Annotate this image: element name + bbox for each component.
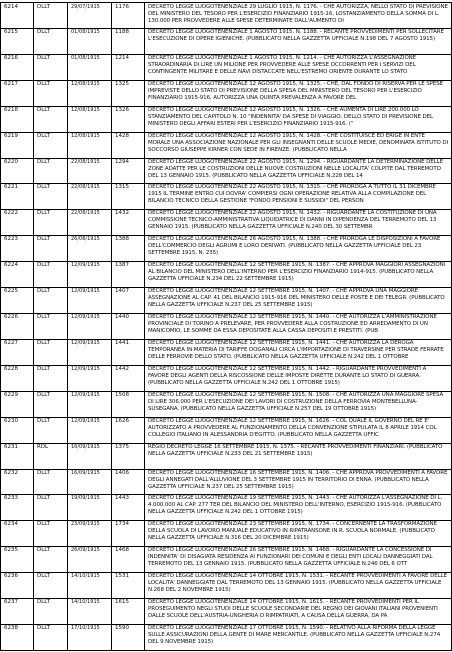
row-number-text: 6230 [4, 417, 18, 424]
act-date-cell [68, 209, 112, 235]
act-code-text: 1388 [115, 236, 129, 243]
act-code-text: 1326 [115, 106, 129, 113]
row-number-text: 6227 [4, 339, 18, 346]
act-code-cell [112, 339, 145, 365]
row-number-cell [0, 183, 34, 209]
act-code-cell [112, 158, 145, 184]
act-code-text: 1294 [115, 158, 129, 165]
act-code-cell [112, 287, 145, 313]
row-number-text: 6214 [4, 4, 18, 10]
act-type-text: DLLT [37, 4, 50, 10]
act-description-text: DECRETO LEGGE LUOGOTENENZIALE 12 SETTEMBRE 1915, N. 1441. - CHE AUTORIZZA LA DEROGA TEMPORANEA IN MATERIA DI TARIFFE DOGANALI CIRCA L'IMPORTAZIONE DI TRAVERSINE PER STRADE FERRATE DELLE FERROVIE DELLO STATO. (PUBBLICATO NELLA GAZZETTA UFFICIALE N.242 DEL 1 OTTOBRE [148, 339, 444, 360]
act-description-text: DECRETO LEGGE LUOGOTENENZIALE 14 OTTOBRE 1915, N. 1615. - RECANTE PROVVEDIMENTI PER IL PROSEGUIMENTO NEGLI STUDI DELLE SCUOLE SECONDARIE DEL REGNO DEI GIOVANI ITALIANI PROVENIENTI DALLE SCUOLE DELL'AUSTRIA-UNGHERIA O RIMPATRIATI, A CAUSA DELLA GUERRA, DA PA [148, 599, 438, 620]
act-code-text: 1442 [115, 365, 129, 372]
row-number-cell [0, 158, 34, 184]
act-type-text: DLLT [37, 28, 50, 35]
act-date-text: 26/08/1915 [71, 236, 100, 243]
row-number-text: 6229 [4, 391, 18, 398]
act-date-text: 01/08/1915 [71, 54, 100, 61]
row-number-text: 6219 [4, 132, 18, 139]
row-number-cell [0, 287, 34, 313]
act-type-text: DLLT [37, 288, 50, 295]
act-code-text: 1531 [115, 573, 129, 580]
act-code-cell [112, 624, 145, 650]
row-number-cell [0, 546, 34, 572]
act-type-text: DLLT [37, 495, 50, 502]
row-number-text: 6234 [4, 521, 18, 528]
table-row [0, 443, 452, 470]
act-code-text: 1387 [115, 262, 129, 269]
table-row [0, 520, 452, 547]
act-description-text: DECRETO LEGGE LUOGOTENENZIALE 12 SETTEMBRE 1915, N. 1626. - COL QUALE IL GOVERNO DEL RE E' AUTORIZZATO A PROVVEDERE AL FUNZIONAMENTO DELLA CONVENZIONE STIPULATA IL 8 APRILE 1914 COL COLLEGIO ITALIANO IN ALESSANDRIA D'EGITTO. (PUBBLICATO NELLA GAZZETTA UFFIC [148, 417, 437, 438]
act-type-text: DLLT [37, 314, 50, 321]
row-number-text: 6235 [4, 547, 18, 554]
row-number-text: 6220 [4, 158, 18, 165]
act-code-text: 1406 [115, 469, 129, 476]
act-type-text: DLLT [37, 391, 50, 398]
act-date-cell [68, 443, 112, 469]
row-number-text: 6222 [4, 210, 18, 217]
act-code-text: 1407 [115, 288, 129, 295]
act-date-cell [68, 54, 112, 80]
act-date-text: 12/09/1915 [71, 262, 100, 269]
act-type-text: DLLT [37, 365, 50, 372]
act-code-cell [112, 209, 145, 235]
row-number-cell [0, 313, 34, 339]
act-type-cell [34, 443, 68, 469]
act-type-text: DLLT [37, 625, 50, 632]
act-date-cell [68, 494, 112, 520]
table-row [0, 391, 452, 418]
act-type-text: DLLT [37, 469, 50, 476]
act-description-cell [145, 3, 452, 28]
act-code-cell [112, 132, 145, 158]
act-description-text: DECRETO LEGGE LUOGOTENENZIALE 29 LUGLIO 1915, N. 1176. - CHE AUTORIZZA, NELLO STATO DI PREVISIONE DEL MINISTERO DEL TESORO PER L'ESERCIZIO FINANZIARIO 1915-16, LOSTANZIAMENTO DELLA SOMMA DI L. 130.000 PER PROVVEDERE ALLE SPESE DETERMINATE DALL'AUMENTO DI [148, 4, 448, 24]
act-type-text: RDL [37, 443, 49, 450]
table-row [0, 209, 452, 236]
act-type-cell [34, 520, 68, 546]
row-number-text: 6217 [4, 80, 18, 87]
act-type-cell [34, 417, 68, 443]
act-date-cell [68, 28, 112, 54]
act-description-text: REGIO DECRETO LEGGE 16 SETTEMBRE 1915, N. 1375. - RECANTE PROVVEDIMENTI FINANZIARI. (PUBBLICATO NELLA GAZZETTA UFFICIALE N.233 DEL 21 SETTEMBRE 1915) [148, 443, 443, 457]
act-code-text: 1428 [115, 132, 129, 139]
act-type-cell [34, 494, 68, 520]
act-description-cell [145, 339, 452, 365]
act-type-cell [34, 339, 68, 365]
act-date-cell [68, 391, 112, 417]
act-code-cell [112, 183, 145, 209]
act-code-text: 1441 [115, 339, 129, 346]
table-row [0, 572, 452, 599]
act-date-cell [68, 313, 112, 339]
table-row [0, 339, 452, 366]
act-date-cell [68, 520, 112, 546]
act-description-text: DECRETO LEGGE LUOGOTENENZIALE 14 OTTOBRE 1915, N. 1531. - RECANTE PROVVEDIMENTI A FAVORE DELLE LOCALITA' DANNEGGIATE DAL TERREMOTO DEL 13 GENNAIO 1915. (PUBBLICATO NELLA GAZZETTA UFFICIALE N.268 DEL 2 NOVEMBRE 1915) [148, 573, 447, 594]
act-code-cell [112, 598, 145, 624]
table-row [0, 106, 452, 133]
act-description-text: DECRETO LEGGE LUOGOTENENZIALE 12 SETTEMBRE 1915, N. 1407. - CHE APPROVA UNA MAGGIORE ASSEGNAZIONE AL CAP. 41 DEL BILANCIO 1915-916 DEL MINISTERO DELLE POSTE E DEI TELEGR. (PUBBLICATO NELLA GAZZETTA UFFICIALE N.237 DEL 25 SETTEMBRE 1915) [148, 288, 445, 309]
act-date-text: 12/08/1915 [71, 80, 100, 87]
act-date-text: 12/08/1915 [71, 106, 100, 113]
act-description-text: DECRETO LEGGE LUOGOTENENZIALE 12 AGOSTO 1915, N. 1325. - CHE, DAL FONDO DI RISERVA PER LE SPESE IMPREVISTE DELLO STATO DI PREVISIONE DELLA SPESA DEL MINISTERO DEL TESORO PER L'ESERCIZIO FINANZIARIO 1915-916, AUTORIZZA UNA QUINTA PREVALENZA A FAVORE DEL [148, 80, 443, 101]
act-description-cell [145, 54, 452, 80]
act-description-cell [145, 80, 452, 106]
row-number-cell [0, 80, 34, 106]
act-type-cell [34, 261, 68, 287]
act-code-cell [112, 54, 145, 80]
act-type-cell [34, 598, 68, 624]
act-code-cell [112, 365, 145, 391]
act-description-cell [145, 624, 452, 650]
act-description-cell [145, 443, 452, 469]
table-row [0, 132, 452, 159]
act-type-text: DLLT [37, 521, 50, 528]
act-description-text: DECRETO LEGGE LUOGOTENENZIALE 12 SETTEMBRE 1915, N. 1508. - CHE AUTORIZZA UNA MAGGIORE SPESA DI LIRE 306.000 PER L'ESECUZIONE DEI LAVORI DI COSTRUZIONE DELLA FERROVIA MONTEBELLUNA-SUSEGANA. (PUBBLICATO NELLA GAZZETTA UFFICIALE N.257 DEL 19 OTTOBRE 1915) [148, 391, 444, 412]
act-description-cell [145, 469, 452, 495]
table-row [0, 494, 452, 521]
act-date-cell [68, 572, 112, 598]
table-row [0, 365, 452, 392]
act-description-text: DECRETO LEGGE LUOGOTENENZIALE 12 AGOSTO 1915, N. 1326. - CHE AUMENTA DI LIRE 200.000 LO STANZIAMENTO DEL CAPITOLO N. 10 "INDENNITA' DA SPESE DI VIAGGIO, DELLO STATO DI PREVISIONE DEL MINISTERO DEGLI AFFARI ESTERI PER L'ESERCIZIO FINANZIARIO 1915-916. (" [148, 106, 434, 127]
act-code-text: 1468 [115, 547, 129, 554]
act-description-cell [145, 28, 452, 54]
row-number-cell [0, 28, 34, 54]
act-description-text: DECRETO LEGGE LUOGOTENENZIALE 22 AGOSTO 1915, N. 1315. - CHE PROROGA A TUTTO IL 31 DICEMBRE 1915 IL TERMINE ENTRO CUI DOVRA' COMPIERSI OGNI OPERAZIONE RELATIVA ALLA COMPILAZIONE DEL BILANCIO TECNICO DELLA GESTIONE "FONDO PENSIONI E SUSSIDI" DEL PERSON [148, 184, 436, 205]
row-number-cell [0, 132, 34, 158]
table-row [0, 313, 452, 340]
table-row [0, 183, 452, 210]
act-code-text: 1214 [115, 54, 129, 61]
act-type-cell [34, 132, 68, 158]
row-number-text: 6237 [4, 599, 18, 606]
act-date-cell [68, 158, 112, 184]
act-code-cell [112, 80, 145, 106]
act-date-text: 16/09/1915 [71, 469, 100, 476]
act-date-text: 12/09/1915 [71, 365, 100, 372]
act-code-cell [112, 391, 145, 417]
act-date-text: 22/08/1915 [71, 158, 100, 165]
act-description-cell [145, 183, 452, 209]
act-code-cell [112, 546, 145, 572]
row-number-cell [0, 624, 34, 650]
row-number-text: 6216 [4, 54, 18, 61]
act-description-cell [145, 546, 452, 572]
table-row [0, 469, 452, 496]
act-date-text: 12/09/1915 [71, 391, 100, 398]
act-code-cell [112, 469, 145, 495]
act-description-cell [145, 261, 452, 287]
act-date-text: 12/08/1915 [71, 132, 100, 139]
act-description-cell [145, 494, 452, 520]
row-number-cell [0, 443, 34, 469]
act-type-text: DLLT [37, 339, 50, 346]
act-description-text: DECRETO LEGGE LUOGOTENENZIALE 1 AGOSTO 1915, N. 1188. - RECANTE PROVVEDIMENTI PER SOLLECITARE L'ESECUZIONE DI OPERE IGIENICHE. (PUBBLICATO NELLA GAZZETTA UFFICIALE N.198 DEL 7 AGOSTO 1915) [148, 28, 444, 42]
table-row [0, 54, 452, 81]
act-type-cell [34, 235, 68, 261]
act-date-cell [68, 3, 112, 28]
act-code-cell [112, 28, 145, 54]
act-type-cell [34, 572, 68, 598]
table-row [0, 28, 452, 55]
act-code-text: 1432 [115, 210, 129, 217]
act-date-cell [68, 598, 112, 624]
act-code-cell [112, 443, 145, 469]
act-description-text: DECRETO LEGGE LUOGOTENENZIALE 23 SETTEMBRE 1915, N. 1734. - CONCERNENTE LA TRASFORMAZIONE DELLA SCUOLA DI LAVORO MANUALE EDUCATIVO IN RIPATRANSONE IN R. SCUOLA NORMALE. (PUBBLICATO NELLA GAZZETTA UFFICIALE N.316 DEL 20 DICEMBRE 1915) [148, 521, 437, 542]
act-description-cell [145, 520, 452, 546]
table-row [0, 80, 452, 107]
act-code-text: 1590 [115, 625, 129, 632]
table-row [0, 546, 452, 573]
act-date-cell [68, 183, 112, 209]
act-type-text: DLLT [37, 158, 50, 165]
act-code-text: 1188 [115, 28, 129, 35]
row-number-cell [0, 106, 34, 132]
row-number-cell [0, 3, 34, 28]
row-number-cell [0, 261, 34, 287]
act-type-cell [34, 183, 68, 209]
act-code-cell [112, 520, 145, 546]
act-type-cell [34, 106, 68, 132]
act-date-cell [68, 546, 112, 572]
act-type-cell [34, 391, 68, 417]
table-row [0, 417, 452, 444]
row-number-text: 6218 [4, 106, 18, 113]
row-number-text: 6225 [4, 288, 18, 295]
act-code-text: 1176 [115, 4, 129, 10]
act-code-cell [112, 417, 145, 443]
table-row [0, 287, 452, 314]
act-code-cell [112, 3, 145, 28]
act-date-text: 14/10/1915 [71, 599, 100, 606]
act-description-text: DECRETO LEGGE LUOGOTENENZIALE 12 SETTEMBRE 1915, N. 1442. - RIGUARDANTE PROVVEDIMENTI A FAVORE DEGLI AGENTI DELLA RISCOSSIONE DELLE IMPOSTE DIRETTE DURANTE LO STATO DI GUERRA. (PUBBLICATO NELLA GAZZETTA UFFICIALE N.242 DEL 1 OTTOBRE 1915) [148, 365, 427, 386]
act-code-cell [112, 261, 145, 287]
act-type-cell [34, 469, 68, 495]
row-number-cell [0, 54, 34, 80]
row-number-text: 6223 [4, 236, 18, 243]
act-date-cell [68, 365, 112, 391]
row-number-cell [0, 391, 34, 417]
row-number-cell [0, 209, 34, 235]
act-type-text: DLLT [37, 106, 50, 113]
table-row [0, 235, 452, 262]
act-date-cell [68, 287, 112, 313]
act-code-cell [112, 106, 145, 132]
act-description-cell [145, 572, 452, 598]
act-code-cell [112, 235, 145, 261]
act-description-text: DECRETO LEGGE LUOGOTENENZIALE 26 SETTEMBRE 1915, N. 1468. - RIGUARDANTE LA CONCESSIONE DI INDENNITA' DI DISAGIATA RESIDENZA AI FUNZIONARI DEI COMUNI E DEGLI ENTI LOCALI DANNEGGIATI DAL TERREMOTO DEL 13 GENNAIO 1915. (PUBBLICATO NELLA GAZZETTA UFFICIALE N.246 DEL 6 OTT [148, 547, 433, 568]
act-description-cell [145, 235, 452, 261]
act-date-cell [68, 261, 112, 287]
act-date-text: 12/09/1915 [71, 288, 100, 295]
act-date-text: 16/09/1915 [71, 443, 100, 450]
act-code-text: 1440 [115, 314, 129, 321]
act-type-text: DLLT [37, 573, 50, 580]
act-code-text: 1615 [115, 599, 129, 606]
act-date-text: 19/09/1915 [71, 495, 100, 502]
act-date-text: 12/09/1915 [71, 339, 100, 346]
act-date-text: 01/08/1915 [71, 28, 100, 35]
act-type-text: DLLT [37, 210, 50, 217]
act-date-cell [68, 339, 112, 365]
act-code-text: 1315 [115, 184, 129, 191]
act-type-text: DLLT [37, 132, 50, 139]
act-code-text: 1443 [115, 495, 129, 502]
act-type-text: DLLT [37, 417, 50, 424]
act-date-text: 23/09/1915 [71, 521, 100, 528]
act-description-cell [145, 365, 452, 391]
act-description-cell [145, 417, 452, 443]
act-date-text: 22/08/1915 [71, 184, 100, 191]
row-number-text: 6224 [4, 262, 18, 269]
act-description-text: DECRETO LEGGE LUOGOTENENZIALE 16 SETTEMBRE 1915, N. 1406. - CHE APPROVA PROVVEDIMENTI A FAVORE DEGLI ANNEGATI DALL'ALLUVIONE DEL 3 SETTEMBRE 1915 IN TERRITORIO DI ENNA. (PUBBLICATO NELLA GAZZETTA UFFICIALE N.237 DEL 25 SETTEMBRE 1915) [148, 469, 448, 490]
act-type-text: DLLT [37, 54, 50, 61]
act-type-text: DLLT [37, 599, 50, 606]
act-type-text: DLLT [37, 262, 50, 269]
row-number-text: 6231 [4, 443, 18, 450]
act-date-text: 12/09/1915 [71, 314, 100, 321]
act-description-text: DECRETO LEGGE LUOGOTENENZIALE 22 AGOSTO 1915, N. 1294. - RIGUARDANTE LA DETERMINAZIONE DELLE ZONE ADATTE PER LE COSTRUZIONI DELLE NUOVE COSTRUZIONI NELLE LOCALITA' COLPITE DAL TERREMOTO DEL 13 GENNAIO 1915. (PUBBLICATO NELLA GAZZETTA UFFICIALE N.228 DEL 14 [148, 158, 443, 179]
row-number-text: 6226 [4, 314, 18, 321]
act-description-cell [145, 209, 452, 235]
act-description-cell [145, 106, 452, 132]
act-type-cell [34, 209, 68, 235]
act-type-text: DLLT [37, 236, 50, 243]
act-code-text: 1375 [115, 443, 129, 450]
act-code-cell [112, 313, 145, 339]
act-code-text: 1325 [115, 80, 129, 87]
act-description-text: DECRETO LEGGE LUOGOTENENZIALE 12 SETTEMBRE 1915, N. 1387. - CHE APPROVA MAGGIORI ASSEGNAZIONI AL BILANCIO DEL MINISTERO DELL'INTERNO PER L'ESERCIZIO FINANZIARIO 1914-915. (PUBBLICATO NELLA GAZZETTA UFFICIALE N.234 DEL 22 SETTEMBRE 1915) [148, 262, 446, 283]
act-type-cell [34, 80, 68, 106]
act-type-cell [34, 365, 68, 391]
row-number-cell [0, 469, 34, 495]
row-number-text: 6232 [4, 469, 18, 476]
act-description-text: DECRETO LEGGE LUOGOTENENZIALE 22 AGOSTO 1915, N. 1432. - RIGUARDANTE LA COSTITUZIONE DI UNA COMMISSIONE TECNICO-AMMINISTRATIVA LIQUIDATRICE DI DANNI IN DIPENDENZA DEL TERREMOTO DEL 13 GENNAIO 1915. (PUBBLICATO NELLA GAZZETTA UFFICIALE N.240 DEL 30 SETTEMBR [148, 210, 437, 231]
table-row [0, 598, 452, 625]
table-row [0, 624, 452, 651]
act-type-text: DLLT [37, 184, 50, 191]
act-description-cell [145, 287, 452, 313]
act-date-text: 12/09/1915 [71, 417, 100, 424]
act-type-cell [34, 3, 68, 28]
act-type-cell [34, 158, 68, 184]
act-date-cell [68, 624, 112, 650]
table-row [0, 158, 452, 185]
row-number-text: 6215 [4, 28, 18, 35]
row-number-cell [0, 417, 34, 443]
act-description-text: DECRETO LEGGE LUOGOTENENZIALE 17 OTTOBRE 1915, N. 1590. - RELATIVO ALLA RIFORMA DELLA LEGGE SULLE ASSICURAZIONI DELLA GENTE DI MARE MERCANTILE. (PUBBLICATO NELLA GAZZETTA UFFICIALE N.274 DEL 9 NOVEMBRE 1915) [148, 625, 441, 646]
act-date-text: 26/09/1915 [71, 547, 100, 554]
act-type-cell [34, 28, 68, 54]
act-code-cell [112, 494, 145, 520]
row-number-text: 6228 [4, 365, 18, 372]
act-date-cell [68, 132, 112, 158]
act-code-text: 1734 [115, 521, 129, 528]
act-date-cell [68, 106, 112, 132]
act-date-cell [68, 417, 112, 443]
act-description-cell [145, 391, 452, 417]
act-date-text: 17/10/1915 [71, 625, 100, 632]
act-description-cell [145, 132, 452, 158]
row-number-text: 6236 [4, 573, 18, 580]
act-description-cell [145, 598, 452, 624]
act-type-text: DLLT [37, 80, 50, 87]
act-description-cell [145, 313, 452, 339]
table-row [0, 2, 452, 29]
act-type-text: DLLT [37, 547, 50, 554]
act-description-text: DECRETO LEGGE LUOGOTENENZIALE 19 SETTEMBRE 1915, N. 1443. - CHE AUTORIZZA L'ASSEGNAZIONE DI L. 4.000.000 AL CAP. 277 TER DEL BILANCIO DEL MINISTERO DELL'INTERNO, ESERCIZIO 1915-916. (PUBBLICATO NELLA GAZZETTA UFFICIALE N.242 DEL 1 OTTOBRE 1915) [148, 495, 443, 516]
act-type-cell [34, 624, 68, 650]
act-date-cell [68, 469, 112, 495]
act-date-cell [68, 235, 112, 261]
act-type-cell [34, 313, 68, 339]
act-code-cell [112, 572, 145, 598]
table-row [0, 261, 452, 288]
act-type-cell [34, 546, 68, 572]
row-number-cell [0, 520, 34, 546]
row-number-text: 6221 [4, 184, 18, 191]
act-date-text: 29/07/1915 [71, 4, 100, 10]
act-type-cell [34, 54, 68, 80]
act-description-text: DECRETO LEGGE LUOGOTENENZIALE 26 AGOSTO 1915, N. 1388. - CHE PROROGA LE DISPOSIZIONI A FAVORE DELL'COMMERCIO DEGLI AGRUMI E LORO DERIVATI. (PUBBLICATO NELLA GAZZETTA UFFICIALE DEL 23 SETTEMBRE 1915, N. 235) [148, 236, 441, 257]
act-description-text: DECRETO LEGGE LUOGOTENENZIALE 12 AGOSTO 1915, N. 1428. - CHE COSTITUISCE ED ERIGE IN ENTE MORALE UNA ASSOCIAZIONE NAZIONALE PER GLI INSEGNANTI DELLE SCUOLE MEDIE, DENOMINATA ISTITUTO DI SOCCORSO GIUSEPPE KIRNER CON SEDE IN FIRENZE. (PUBBLICATO NELLA [148, 132, 449, 153]
act-date-cell [68, 80, 112, 106]
row-number-cell [0, 235, 34, 261]
act-type-cell [34, 287, 68, 313]
row-number-cell [0, 494, 34, 520]
row-number-text: 6238 [4, 625, 18, 632]
act-code-text: 1626 [115, 417, 129, 424]
act-date-text: 22/08/1915 [71, 210, 100, 217]
act-description-text: DECRETO LEGGE LUOGOTENENZIALE 1 AGOSTO 1915, N. 1214. - CHE AUTORIZZA L'ASSEGNAZIONE STRAORDINARIA DI LIRE UN MILIONE PER PROVVEDERE ALLE SPESE OCCORRENTI PER I SERVIZI DEL CONTINGENTE MILITARE E DELLE NAVI DISTACCATE NELL'ESTREMO ORIENTE DURANTE LO STATO [148, 54, 417, 75]
row-number-cell [0, 572, 34, 598]
act-description-cell [145, 158, 452, 184]
row-number-cell [0, 339, 34, 365]
row-number-cell [0, 598, 34, 624]
row-number-text: 6233 [4, 495, 18, 502]
act-description-text: DECRETO LEGGE LUOGOTENENZIALE 12 SETTEMBRE 1915, N. 1440. - CHE AUTORIZZA L'AMMINISTRAZIONE PROVINCIALE DI TORINO A PRELEVARE, PER PROVVEDERE ALLA COSTRUZIONE ED ARREDAMENTO DI UN MANICOMIO, LE SOMME DA ESSA DEPOSITATE ALLA CASSA DEPOSITI E PRESTITI. (PUB [148, 314, 437, 335]
act-date-text: 14/10/1915 [71, 573, 100, 580]
row-number-cell [0, 365, 34, 391]
act-code-text: 1508 [115, 391, 129, 398]
